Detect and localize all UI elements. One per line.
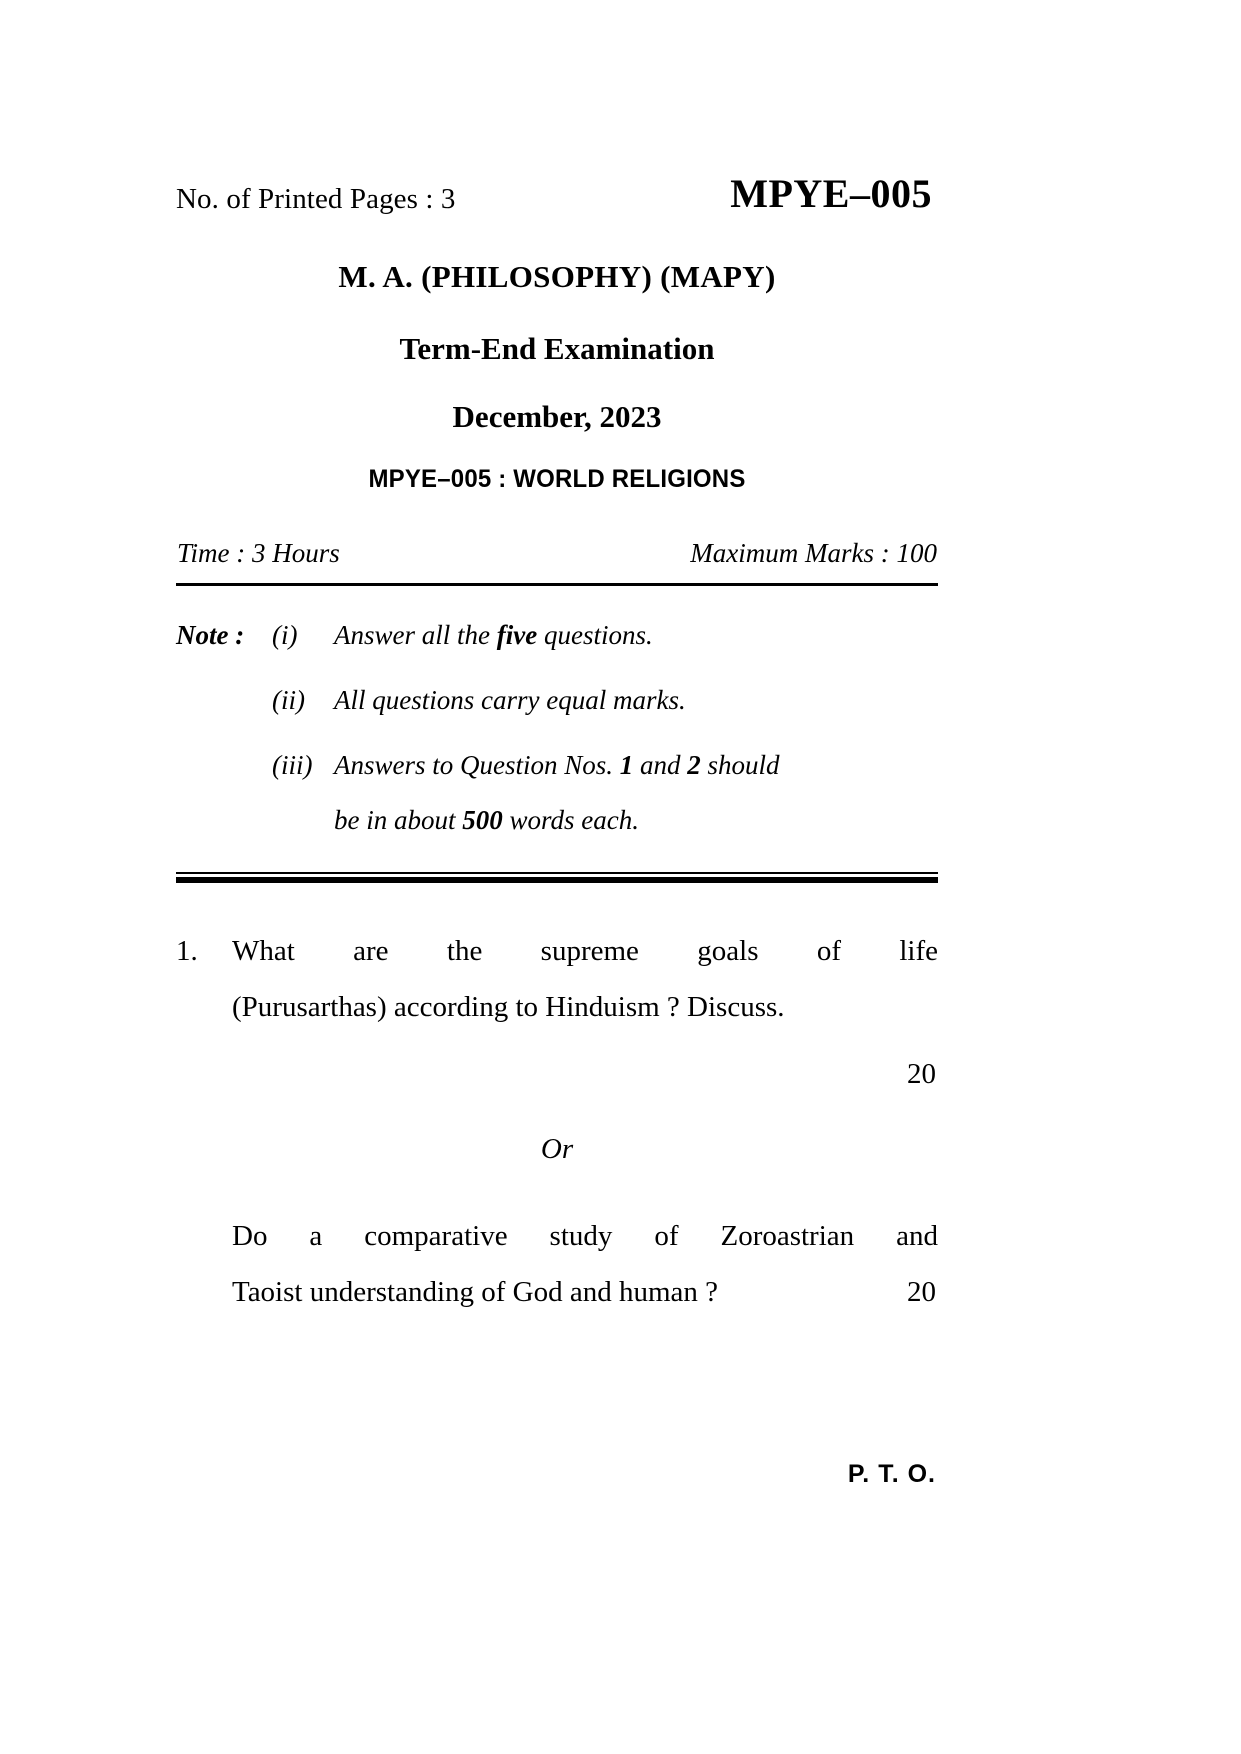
notes-divider-double-rule bbox=[176, 872, 938, 883]
course-code: MPYE–005 bbox=[730, 171, 932, 216]
note-iii-emphasis-2: 2 bbox=[687, 749, 701, 780]
question-1-marks: 20 bbox=[907, 1057, 936, 1090]
questions-section bbox=[176, 923, 938, 1321]
note-item-iii bbox=[176, 750, 938, 781]
time-allowed: Time : 3 Hours bbox=[177, 537, 340, 568]
question-1-alt-line-2-row bbox=[232, 1264, 938, 1321]
note-number-iii: (iii) bbox=[272, 749, 313, 780]
exam-session: December, 2023 bbox=[452, 399, 662, 435]
exam-title: Term-End Examination bbox=[399, 331, 715, 367]
question-1 bbox=[176, 923, 938, 1036]
question-1-alt-line-1: Do a comparative study of Zoroastrian and bbox=[232, 1219, 938, 1252]
question-1-alt-marks: 20 bbox=[907, 1276, 936, 1309]
note-iii-text-before: Answers to Question Nos. bbox=[334, 749, 620, 780]
exam-meta-row bbox=[176, 538, 938, 569]
question-1-number: 1. bbox=[176, 934, 198, 967]
notes-section bbox=[176, 620, 938, 836]
printed-pages-label: No. of Printed Pages : 3 bbox=[176, 183, 456, 215]
note-i-text-after: questions. bbox=[537, 619, 653, 650]
maximum-marks: Maximum Marks : 100 bbox=[690, 537, 937, 568]
note-iii-text-after: should bbox=[700, 749, 780, 780]
degree-title: M. A. (PHILOSOPHY) (MAPY) bbox=[338, 259, 776, 294]
note-iii-text-mid: and bbox=[633, 749, 688, 780]
document-header bbox=[176, 160, 938, 214]
subject-title: MPYE–005 : WORLD RELIGIONS bbox=[368, 465, 746, 494]
note-item-ii bbox=[176, 685, 938, 716]
note-iii-emphasis-1: 1 bbox=[619, 749, 634, 780]
note-text-ii: All questions carry equal marks. bbox=[334, 684, 686, 715]
note-text-iii-line2 bbox=[334, 805, 938, 836]
note-i-text-before: Answer all the bbox=[334, 619, 497, 650]
note-label: Note : bbox=[176, 619, 245, 650]
question-1-line-2: (Purusarthas) according to Hinduism ? Discuss. bbox=[232, 991, 785, 1024]
note-number-ii: (ii) bbox=[272, 684, 305, 715]
question-1-or-separator: Or bbox=[540, 1132, 574, 1165]
note-text-i bbox=[334, 620, 938, 651]
question-1-alt-line-2: Taoist understanding of God and human ? bbox=[232, 1276, 719, 1309]
note-item-i bbox=[176, 620, 938, 651]
question-1-line-1: What are the supreme goals of life bbox=[232, 934, 938, 967]
note-item-iii-continuation bbox=[334, 805, 938, 836]
page-turn-over-label: P. T. O. bbox=[847, 1460, 936, 1488]
note-iii-line2-before: be in about bbox=[334, 804, 463, 835]
note-text-iii bbox=[334, 750, 938, 781]
divider-thick-line bbox=[176, 877, 938, 883]
note-i-emphasis: five bbox=[496, 619, 538, 650]
note-number-i: (i) bbox=[272, 619, 298, 650]
note-iii-line2-emphasis: 500 bbox=[462, 804, 503, 835]
meta-divider-rule bbox=[176, 583, 938, 586]
question-1-body bbox=[232, 923, 938, 1036]
page-content bbox=[176, 160, 938, 1488]
note-iii-line2-after: words each. bbox=[502, 804, 639, 835]
title-block bbox=[176, 260, 938, 494]
question-1-alternative bbox=[232, 1208, 938, 1321]
